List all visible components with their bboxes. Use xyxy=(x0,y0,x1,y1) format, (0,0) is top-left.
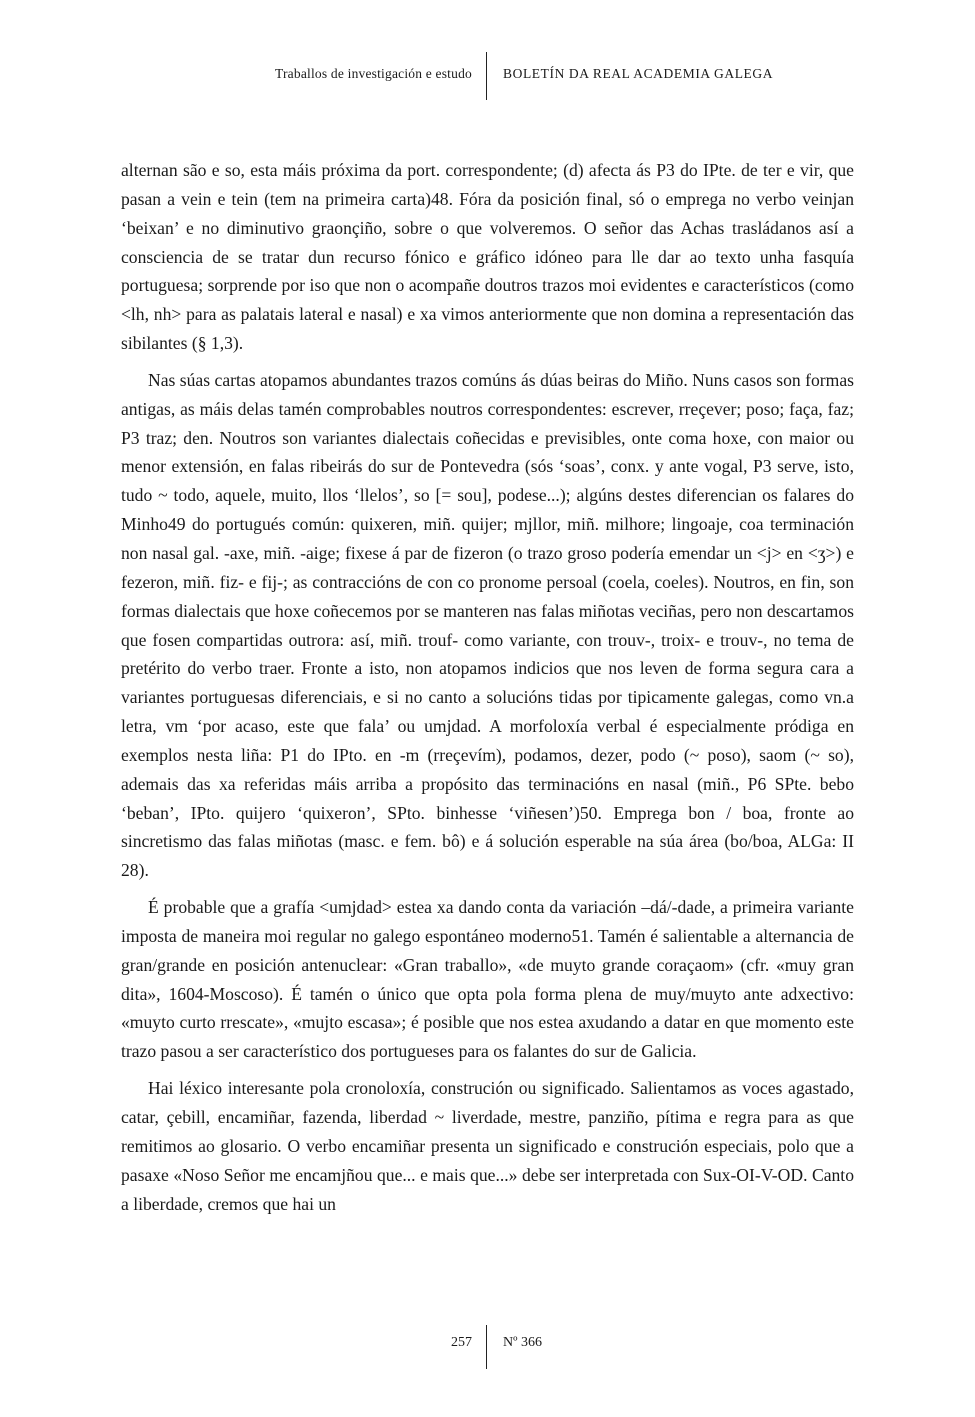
body-text xyxy=(121,156,854,1226)
footer-divider xyxy=(486,1325,487,1369)
running-footer xyxy=(0,1325,975,1369)
paragraph-4: Hai léxico interesante pola cronoloxía, construción ou significado. Salientamos as voces agastado, catar, çebill, encamiñar, fazenda, liberdad ~ liverdade, mestre, panziño, pítima e regra para as que remitimos ao glosario. O verbo encamiñar presenta un significado e construción especiais, polo que a pasaxe «Noso Señor me encamjñou que... e mais que...» debe ser interpretada con Sux-OI-V-OD. Canto a liberdade, cremos que hai un xyxy=(121,1078,854,1214)
header-section-title: Traballos de investigación e estudo xyxy=(275,66,472,81)
issue-number: Nº 366 xyxy=(503,1335,542,1350)
header-journal-title: BOLETÍN DA REAL ACADEMIA GALEGA xyxy=(503,66,774,81)
paragraph-3: É probable que a grafía <umjdad> estea xa dando conta da variación –dá/-dade, a primeira variante imposta de maneira moi regular no galego espontáneo moderno51. Tamén é salientable a alternancia de gran/grande en posición antenuclear: «Gran traballo», «de muyto grande coraçaom» (cfr. «muy gran dita», 1604-Moscoso). É tamén o único que opta pola forma plena de muy/muyto ante adxectivo: «muyto curto rrescate», «mujto escasa»; é posible que nos estea axudando a datar en que momento este trazo pasou a ser característico dos portugueses para os falantes do sur de Galicia. xyxy=(121,897,854,1062)
paragraph-2: Nas súas cartas atopamos abundantes trazos comúns ás dúas beiras do Miño. Nuns casos son formas antigas, as máis delas tamén comprobables noutros correspondentes: escrever, rreçever; poso; faça, faz; P3 traz; den. Noutros son variantes dialectais coñecidas e previsibles, onte coma hoxe, con maior ou menor extensión, en falas ribeirás do sur de Pontevedra (sós ‘soas’, conx. y ante vogal, P3 serve, isto, tudo ~ todo, aquele, muito, llos ‘llelos’, so [= sou], podese...); algúns destes diferencian os falares do Minho49 do portugués común: quixeren, miñ. quijer; mjllor, miñ. milhore; lingoaje, coa terminación non nasal gal. -axe, miñ. -aige; fixese á par de fizeron (o trazo groso podería emendar un <j> en <ʒ>) e fezeron, miñ. fiz- e fij-; as contraccións de con co pronome persoal (coela, coeles). Noutros, en fin, son formas dialectais que hoxe coñecemos por se manteren nas falas miñotas veciñas, pero non descartamos que fosen compartidas outrora: así, miñ. trouf- como variante, con trouv-, troix- e trouv-, no tema de pretérito do verbo traer. Fronte a isto, non atopamos indicios que nos leven de forma segura cara a variantes portuguesas diferenciais, e si no canto a solucións tidas por tipicamente galegas, como vn.a letra, vm ‘por acaso, este que fala’ ou umjdad. A morfoloxía verbal é especialmente pródiga en exemplos nesta liña: P1 do IPto. en -m (rreçevím), podamos, dezer, podo (~ poso), saom (~ so), ademais das xa referidas máis arriba a propósito das terminacións en nasal (miñ., P6 SPte. bebo ‘beban’, IPto. quijero ‘quixeron’, SPto. binhesse ‘viñesen’)50. Emprega bon / boa, fronte ao sincretismo das falas miñotas (masc. e fem. bô) e á solución esperable na súa área (bo/boa, ALGa: II 28). xyxy=(121,369,854,881)
running-header xyxy=(0,52,975,100)
header-divider xyxy=(486,52,487,100)
page-number: 257 xyxy=(451,1335,472,1350)
paragraph-1: alternan são e so, esta máis próxima da port. correspondente; (d) afecta ás P3 do IPte. de ter e vir, que pasan a vein e tein (tem na primeira carta)48. Fóra da posición final, só o emprega no verbo veinjan ‘beixan’ e no diminutivo graonçiño, sobre o que volveremos. O señor das Achas trasládanos así a consciencia de se tratar dun recurso fónico e gráfico idóneo para lle dar ao texto unha fasquía portuguesa; sorprende por iso que non o acompañe doutros trazos moi evidentes e característicos (como <lh, nh> para as palatais lateral e nasal) e xa vimos anteriormente que non domina a representación das sibilantes (§ 1,3). xyxy=(121,160,854,354)
